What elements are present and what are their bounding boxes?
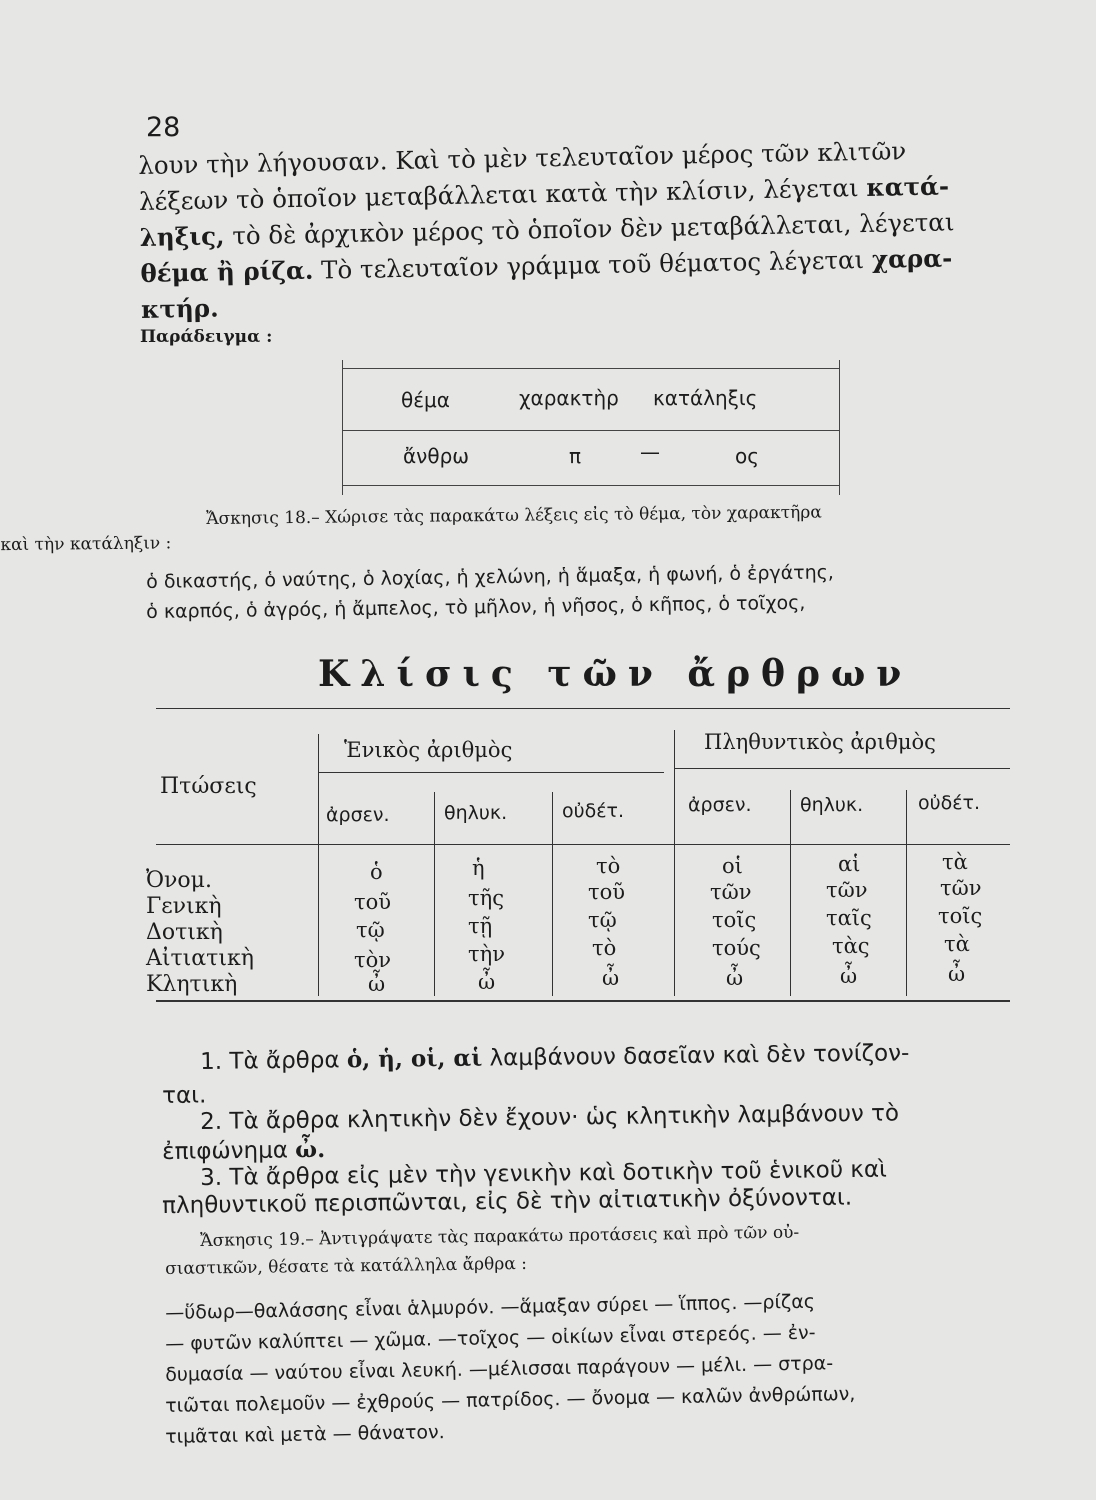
exercise-18-heading: Ἄσκησις 18.– Χώρισε τὰς παρακάτω λέξεις εἰς τὸ θέμα, τὸν χαρακτῆρα καὶ τὴν κατάληξιν :	[206, 498, 1011, 532]
form-voc-sg-f: ὦ	[478, 970, 496, 994]
rule-2-cont: ἐπιφώνημα ὦ.	[162, 1136, 326, 1165]
form-voc-pl-f: ὦ	[840, 964, 858, 988]
form-dat-sg-f: τῇ	[468, 914, 493, 938]
form-gen-pl-n: τῶν	[940, 876, 982, 900]
example-cell-dash: —	[640, 440, 660, 464]
gender-pl-fem: θηλυκ.	[800, 794, 864, 816]
form-acc-pl-n: τὰ	[944, 932, 970, 956]
form-nom-sg-n: τὸ	[596, 854, 621, 878]
term-thema: θέμα ἢ ρίζα.	[140, 255, 314, 288]
form-dat-pl-n: τοῖς	[938, 904, 983, 928]
case-voc: Κλητικὴ	[146, 972, 238, 997]
rule-3: 3. Τὰ ἄρθρα εἰς μὲν τὴν γενικὴν καὶ δοτικὴν τοῦ ἑνικοῦ καὶ	[200, 1156, 888, 1191]
rule-2-omega: ὦ.	[295, 1136, 326, 1164]
table-divider	[790, 790, 791, 996]
form-gen-sg-n: τοῦ	[588, 880, 626, 904]
form-gen-sg-m: τοῦ	[354, 890, 392, 914]
intro-paragraph	[138, 131, 1011, 328]
example-header-charaktir: χαρακτὴρ	[519, 386, 619, 410]
example-cell-katalixis: ος	[735, 444, 759, 468]
form-voc-sg-m: ὦ	[368, 972, 386, 996]
form-nom-pl-n: τὰ	[942, 850, 968, 874]
example-label: Παράδειγμα :	[140, 327, 273, 347]
form-acc-sg-f: τὴν	[468, 942, 505, 966]
cases-header: Πτώσεις	[160, 774, 257, 799]
declension-table	[146, 708, 1010, 1028]
rule-1-cont: ται.	[162, 1082, 207, 1109]
exercise-18-heading-cont: καὶ τὴν κατάληξιν :	[0, 533, 172, 556]
rule-2: 2. Τὰ ἄρθρα κλητικὴν δὲν ἔχουν· ὡς κλητικὴν λαμβάνουν τὸ	[200, 1100, 900, 1135]
table-rule-sg	[318, 772, 664, 773]
section-title: Κλίσις τῶν ἄρθρων	[318, 653, 913, 695]
table-rule-pl	[674, 768, 1010, 769]
exercise-19-line-3: δυμασία — ναύτου εἶναι λευκή. —μέλισσαι παράγουν — μέλι. — στρα-	[165, 1352, 834, 1386]
plural-header: Πληθυντικὸς ἀριθμὸς	[704, 730, 936, 754]
exercise-18-line-2: ὁ καρπός, ὁ ἀγρός, ἡ ἄμπελος, τὸ μῆλον, ἡ νῆσος, ὁ κῆπος, ὁ τοῖχος,	[146, 591, 806, 623]
form-gen-sg-f: τῆς	[468, 886, 504, 910]
gender-pl-neut: οὐδέτ.	[918, 792, 980, 814]
term-katalixis: κατά-	[866, 171, 950, 203]
exercise-19-line-5: τιμᾶται καὶ μετὰ — θάνατον.	[165, 1421, 445, 1448]
form-dat-pl-f: ταῖς	[826, 906, 872, 930]
singular-header: Ἑνικὸς ἀριθμὸς	[344, 738, 513, 762]
table-divider	[318, 734, 319, 996]
case-gen: Γενικὴ	[146, 894, 222, 919]
form-acc-pl-f: τὰς	[832, 934, 870, 958]
intro-line-5: κτήρ.	[140, 293, 219, 324]
gender-sg-masc: ἀρσεν.	[326, 804, 390, 826]
form-dat-sg-m: τῷ	[356, 918, 385, 942]
case-nom: Ὀνομ.	[146, 868, 212, 893]
form-voc-pl-m: ὦ	[726, 966, 744, 990]
rule-1-articles: ὁ, ἡ, οἱ, αἱ	[346, 1044, 483, 1074]
case-dat: Δοτικὴ	[146, 920, 223, 945]
term-charaktir: χαρα-	[871, 243, 953, 274]
gender-pl-masc: ἀρσεν.	[688, 794, 752, 816]
intro-line-1: λουν τὴν λήγουσαν. Καὶ τὸ μὲν τελευταῖον μέρος τῶν κλιτῶν	[138, 136, 907, 180]
example-cell-thema: ἄνθρω	[403, 444, 470, 468]
intro-line-3: ληξις, τὸ δὲ ἀρχικὸν μέρος τὸ ὁποῖον δὲν μεταβάλλεται, λέγεται	[139, 207, 955, 252]
exercise-19-heading-cont: σιαστικῶν, θέσατε τὰ κατάλληλα ἄρθρα :	[165, 1253, 528, 1279]
form-nom-sg-m: ὁ	[370, 860, 383, 884]
intro-line-4: θέμα ἢ ρίζα. Τὸ τελευταῖον γράμμα τοῦ θέματος λέγεται χαρα-	[140, 243, 953, 288]
table-rule-bottom	[156, 1000, 1010, 1002]
form-nom-pl-f: αἱ	[838, 852, 861, 876]
table-rule-top	[156, 708, 1010, 709]
exercise-18-line-1: ὁ δικαστής, ὁ ναύτης, ὁ λοχίας, ἡ χελώνη, ἡ ἅμαξα, ἡ φωνή, ὁ ἐργάτης,	[146, 561, 835, 593]
case-acc: Αἰτιατικὴ	[146, 946, 254, 971]
rule-3-cont: πληθυντικοῦ περισπῶνται, εἰς δὲ τὴν αἰτιατικὴν ὀξύνονται.	[162, 1184, 853, 1219]
exercise-19-heading: Ἄσκησις 19.– Ἀντιγράψατε τὰς παρακάτω προτάσεις καὶ πρὸ τῶν οὐ-	[200, 1222, 800, 1251]
form-dat-pl-m: τοῖς	[712, 908, 757, 932]
table-rule-mid	[156, 844, 1010, 845]
table-divider	[552, 792, 553, 996]
exercise-19-line-1: —ὕδωρ—θαλάσσης εἶναι ἁλμυρόν. —ἅμαξαν σύρει — ἵππος. —ρίζας	[165, 1290, 816, 1324]
form-acc-pl-m: τούς	[712, 936, 761, 960]
rule-1: 1. Τὰ ἄρθρα ὁ, ἡ, οἱ, αἱ λαμβάνουν δασεῖαν καὶ δὲν τονίζον-	[200, 1040, 910, 1075]
form-acc-sg-m: τὸν	[354, 948, 392, 972]
example-rule	[343, 485, 839, 486]
table-divider	[674, 730, 675, 996]
table-divider	[906, 790, 907, 996]
example-rule	[343, 430, 839, 431]
form-gen-pl-f: τῶν	[826, 878, 868, 902]
form-gen-pl-m: τῶν	[710, 880, 752, 904]
example-cell-charaktir: π	[569, 444, 582, 468]
example-header-katalixis: κατάληξις	[653, 386, 758, 410]
form-dat-sg-n: τῷ	[588, 908, 617, 932]
form-nom-sg-f: ἡ	[472, 856, 485, 880]
form-nom-pl-m: οἱ	[722, 854, 743, 878]
form-acc-sg-n: τὸ	[592, 936, 617, 960]
exercise-19-line-2: — φυτῶν καλύπτει — χῶμα. —τοῖχος — οἰκίων εἶναι στερεός. — ἐν-	[165, 1321, 816, 1355]
gender-sg-fem: θηλυκ.	[444, 802, 508, 824]
form-voc-pl-n: ὦ	[948, 962, 966, 986]
example-rule	[343, 368, 839, 369]
gender-sg-neut: οὐδέτ.	[562, 800, 624, 822]
exercise-19-line-4: τιῶται πολεμοῦν — ἐχθρούς — πατρίδος. — ὄνομα — καλῶν ἀνθρώπων,	[165, 1382, 856, 1417]
form-voc-sg-n: ὦ	[602, 966, 620, 990]
example-table	[342, 360, 840, 495]
example-header-thema: θέμα	[401, 388, 450, 412]
intro-line-2: λέξεων τὸ ὁποῖον μεταβάλλεται κατὰ τὴν κλίσιν, λέγεται κατά-	[138, 171, 950, 216]
page-number: 28	[146, 112, 181, 143]
table-divider	[434, 792, 435, 996]
